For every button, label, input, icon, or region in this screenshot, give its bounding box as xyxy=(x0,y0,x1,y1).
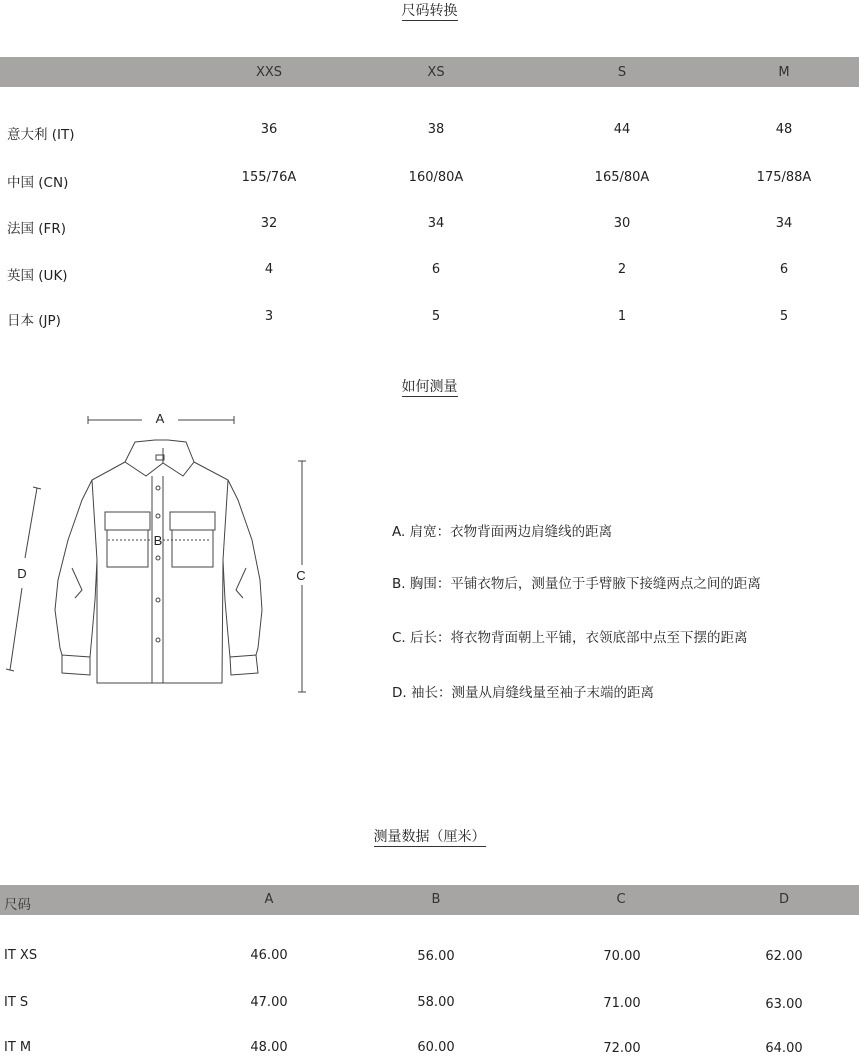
cell-value: 160/80A xyxy=(408,170,464,185)
shirt-diagram xyxy=(0,400,330,700)
cell-value: 46.00 xyxy=(250,948,288,963)
cell-value: 34 xyxy=(427,216,445,231)
cell-value: 4 xyxy=(264,262,274,277)
measure-item-d: D. 袖长：测量从肩缝线量至袖子末端的距离 xyxy=(392,685,654,701)
cell-value: 60.00 xyxy=(417,1040,455,1055)
measurements-header xyxy=(0,885,859,915)
cell-value: 6 xyxy=(779,262,789,277)
cell-value: 165/80A xyxy=(594,170,650,185)
measure-col-c: C xyxy=(616,892,626,907)
cell-value: 58.00 xyxy=(417,995,455,1010)
cell-value: 47.00 xyxy=(250,995,288,1010)
size-col-s: S xyxy=(617,65,627,80)
row-label: 法国 (FR) xyxy=(7,221,66,237)
cell-value: 38 xyxy=(427,122,445,137)
size-col-xxs: XXS xyxy=(255,65,283,80)
row-label: 英国 (UK) xyxy=(7,268,68,284)
measure-col-d: D xyxy=(778,892,790,907)
cell-value: 48 xyxy=(775,122,793,137)
row-label: IT XS xyxy=(4,948,38,963)
cell-value: 62.00 xyxy=(765,949,803,964)
row-label: IT M xyxy=(4,1040,32,1055)
shirt-outline xyxy=(55,440,262,683)
dimension-a-label: A xyxy=(155,411,165,426)
cell-value: 30 xyxy=(613,216,631,231)
cell-value: 71.00 xyxy=(603,996,641,1011)
cell-value: 56.00 xyxy=(417,949,455,964)
cell-value: 5 xyxy=(779,309,789,324)
row-label: IT S xyxy=(4,995,29,1010)
dimension-c-label: C xyxy=(296,568,306,583)
measurements-title: 测量数据（厘米） xyxy=(373,829,486,845)
cell-value: 63.00 xyxy=(765,997,803,1012)
cell-value: 48.00 xyxy=(250,1040,288,1055)
cell-value: 3 xyxy=(264,309,274,324)
measure-item-a: A. 肩宽：衣物背面两边肩缝线的距离 xyxy=(392,524,613,540)
size-col-m: M xyxy=(778,65,790,80)
how-to-measure-title: 如何测量 xyxy=(401,379,458,395)
measurements-header-label: 尺码 xyxy=(4,897,31,913)
cell-value: 64.00 xyxy=(765,1041,803,1056)
dimension-d-label: D xyxy=(17,566,27,581)
measure-col-a: A xyxy=(264,892,274,907)
row-label: 日本 (JP) xyxy=(7,313,61,329)
dimension-b-label: B xyxy=(153,533,163,548)
cell-value: 5 xyxy=(431,309,441,324)
measure-item-b: B. 胸围：平铺衣物后，测量位于手臂腋下接缝两点之间的距离 xyxy=(392,576,761,592)
cell-value: 2 xyxy=(617,262,627,277)
cell-value: 32 xyxy=(260,216,278,231)
cell-value: 175/88A xyxy=(756,170,812,185)
measure-col-b: B xyxy=(431,892,441,907)
row-label: 意大利 (IT) xyxy=(7,127,75,143)
cell-value: 70.00 xyxy=(603,949,641,964)
cell-value: 44 xyxy=(613,122,631,137)
size-conversion-title: 尺码转换 xyxy=(401,3,458,19)
cell-value: 155/76A xyxy=(241,170,297,185)
cell-value: 34 xyxy=(775,216,793,231)
cell-value: 6 xyxy=(431,262,441,277)
row-label: 中国 (CN) xyxy=(7,175,69,191)
cell-value: 1 xyxy=(617,309,627,324)
measure-item-c: C. 后长：将衣物背面朝上平铺，衣领底部中点至下摆的距离 xyxy=(392,630,748,646)
size-col-xs: XS xyxy=(427,65,445,80)
cell-value: 72.00 xyxy=(603,1041,641,1056)
cell-value: 36 xyxy=(260,122,278,137)
